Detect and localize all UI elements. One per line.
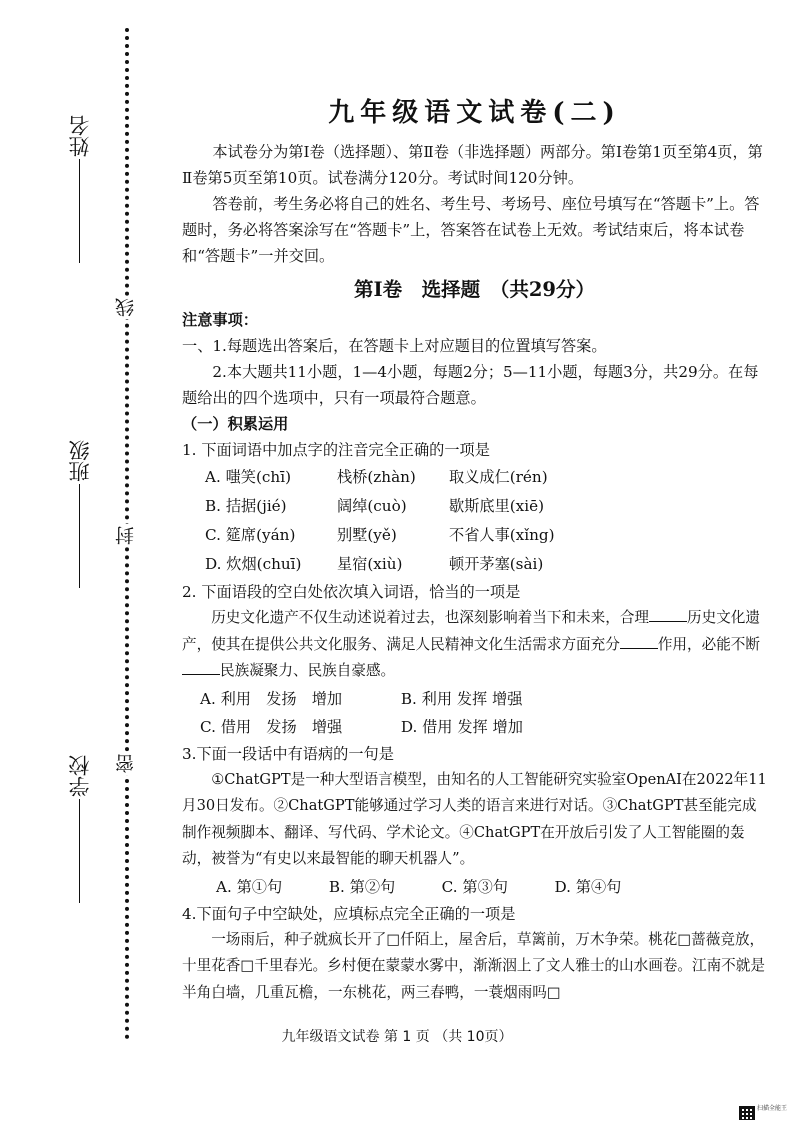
name-field[interactable] [70, 115, 91, 263]
blank-3[interactable] [182, 660, 220, 675]
school-field[interactable] [70, 755, 91, 903]
q4-stem: 4.下面句子中空缺处，应填标点完全正确的一项是 [182, 904, 516, 923]
q2-option-c[interactable]: C. 借用 发扬 增强 [200, 717, 343, 736]
blank-2[interactable] [620, 634, 658, 649]
q2-options-row-2 [182, 713, 767, 741]
qr-code-icon [739, 1106, 755, 1120]
q2-option-a[interactable]: A. 利用 发扬 增加 [200, 689, 343, 708]
q2-option-d[interactable]: D. 借用 发挥 增加 [400, 717, 523, 736]
q2-passage: 历史文化遗产不仅生动述说着过去，也深刻影响着当下和未来，合理 历史文化遗产，使其在提供公共文化服务、满足人民精神文化生活需求方面充分 作用，必能不断民族凝聚力、民族自豪感。 [182, 609, 760, 679]
school-label: 学校 [68, 755, 92, 797]
note-1: 一、1.每题选出答案后，在答题卡上对应题目的位置填写答案。 [182, 337, 607, 355]
q2-stem: 2. 下面语段的空白处依次填入词语，恰当的一项是 [182, 583, 521, 601]
q1-option-c[interactable]: C. 筵席(yán) 别墅(yě) 不省人事(xǐng) [205, 526, 555, 544]
page-title: 九年级语文试卷(二) [328, 98, 621, 128]
notes-heading: 注意事项： [182, 311, 258, 329]
q3-option-d[interactable]: D. 第④句 [554, 877, 622, 896]
q1-option-a[interactable]: A. 嗤笑(chī) 栈桥(zhàn) 取义成仁(rén) [205, 468, 548, 486]
class-field[interactable] [70, 440, 91, 588]
q3-stem: 3.下面一段话中有语病的一句是 [182, 744, 394, 763]
q3-options [182, 873, 767, 901]
blank-1[interactable] [649, 607, 687, 622]
q3-option-b[interactable]: B. 第②句 [328, 877, 396, 896]
name-underline [80, 159, 81, 263]
q1-stem: 1. 下面词语中加点字的注音完全正确的一项是 [182, 441, 490, 459]
intro-paragraph-2: 答卷前，考生务必将自己的姓名、考生号、考场号、座位号填写在“答题卡”上。答题时，务必将答案涂写在“答题卡”上，答案答在试卷上无效。考试结束后，将本试卷和“答题卡”一并交回。 [182, 195, 760, 265]
page-footer: 九年级语文试卷 第 1 页 （共 10页） [281, 1029, 513, 1045]
seal-mark-seal: 封 [115, 526, 137, 545]
name-label: 姓名 [68, 115, 92, 157]
seal-mark-secret: 密 [115, 754, 137, 773]
seal-mark-line: 线 [115, 298, 137, 317]
scanner-brand: 扫描全能王 [757, 1105, 788, 1112]
q2-option-b[interactable]: B. 利用 发挥 增强 [400, 689, 523, 708]
q3-passage: ①ChatGPT是一种大型语言模型，由知名的人工智能研究实验室OpenAI在2022年11月30日发布。②ChatGPT能够通过学习人类的语言来进行对话。③ChatGPT甚至能完成制作视频脚本、翻译、写代码、学术论文。④ChatGPT在开放后引发了人工智能圈的轰动，被誉为“有史以来最智能的聊天机器人”。 [182, 770, 767, 867]
main-content [182, 95, 767, 1006]
school-underline [80, 799, 81, 903]
part-heading: （一）积累运用 [182, 415, 289, 433]
section-title: 第Ⅰ卷 选择题 （共29分） [353, 278, 595, 301]
q2-options-row-1 [182, 685, 767, 713]
class-label: 班级 [68, 440, 92, 482]
q3-option-c[interactable]: C. 第③句 [441, 877, 508, 896]
q3-option-a[interactable]: A. 第①句 [216, 877, 283, 896]
note-2: 2.本大题共11小题，1—4小题，每题2分；5—11小题，每题3分，共29分。在每题给出的四个选项中，只有一项最符合题意。 [182, 363, 759, 407]
intro-paragraph-1: 本试卷分为第Ⅰ卷（选择题）、第Ⅱ卷（非选择题）两部分。第Ⅰ卷第1页至第4页，第Ⅱ卷第5页至第10页。试卷满分120分。考试时间120分钟。 [182, 143, 763, 187]
class-underline [80, 484, 81, 588]
q1-option-d[interactable]: D. 炊烟(chuī) 星宿(xiù) 顿开茅塞(sài) [205, 555, 544, 573]
q4-passage: 一场雨后，种子就疯长开了□仟陌上，屋舍后，草篱前，万木争荣。桃花□蔷薇竞放，十里花香□千里春光。乡村便在蒙蒙水雾中，渐渐洇上了文人雅士的山水画卷。江南不就是半角白墙，几重瓦檐，一东桃花，两三春鸭，一蓑烟雨吗□ [182, 930, 765, 1001]
q1-option-b[interactable]: B. 拮据(jié) 阔绰(cuò) 歇斯底里(xiē) [205, 497, 545, 515]
